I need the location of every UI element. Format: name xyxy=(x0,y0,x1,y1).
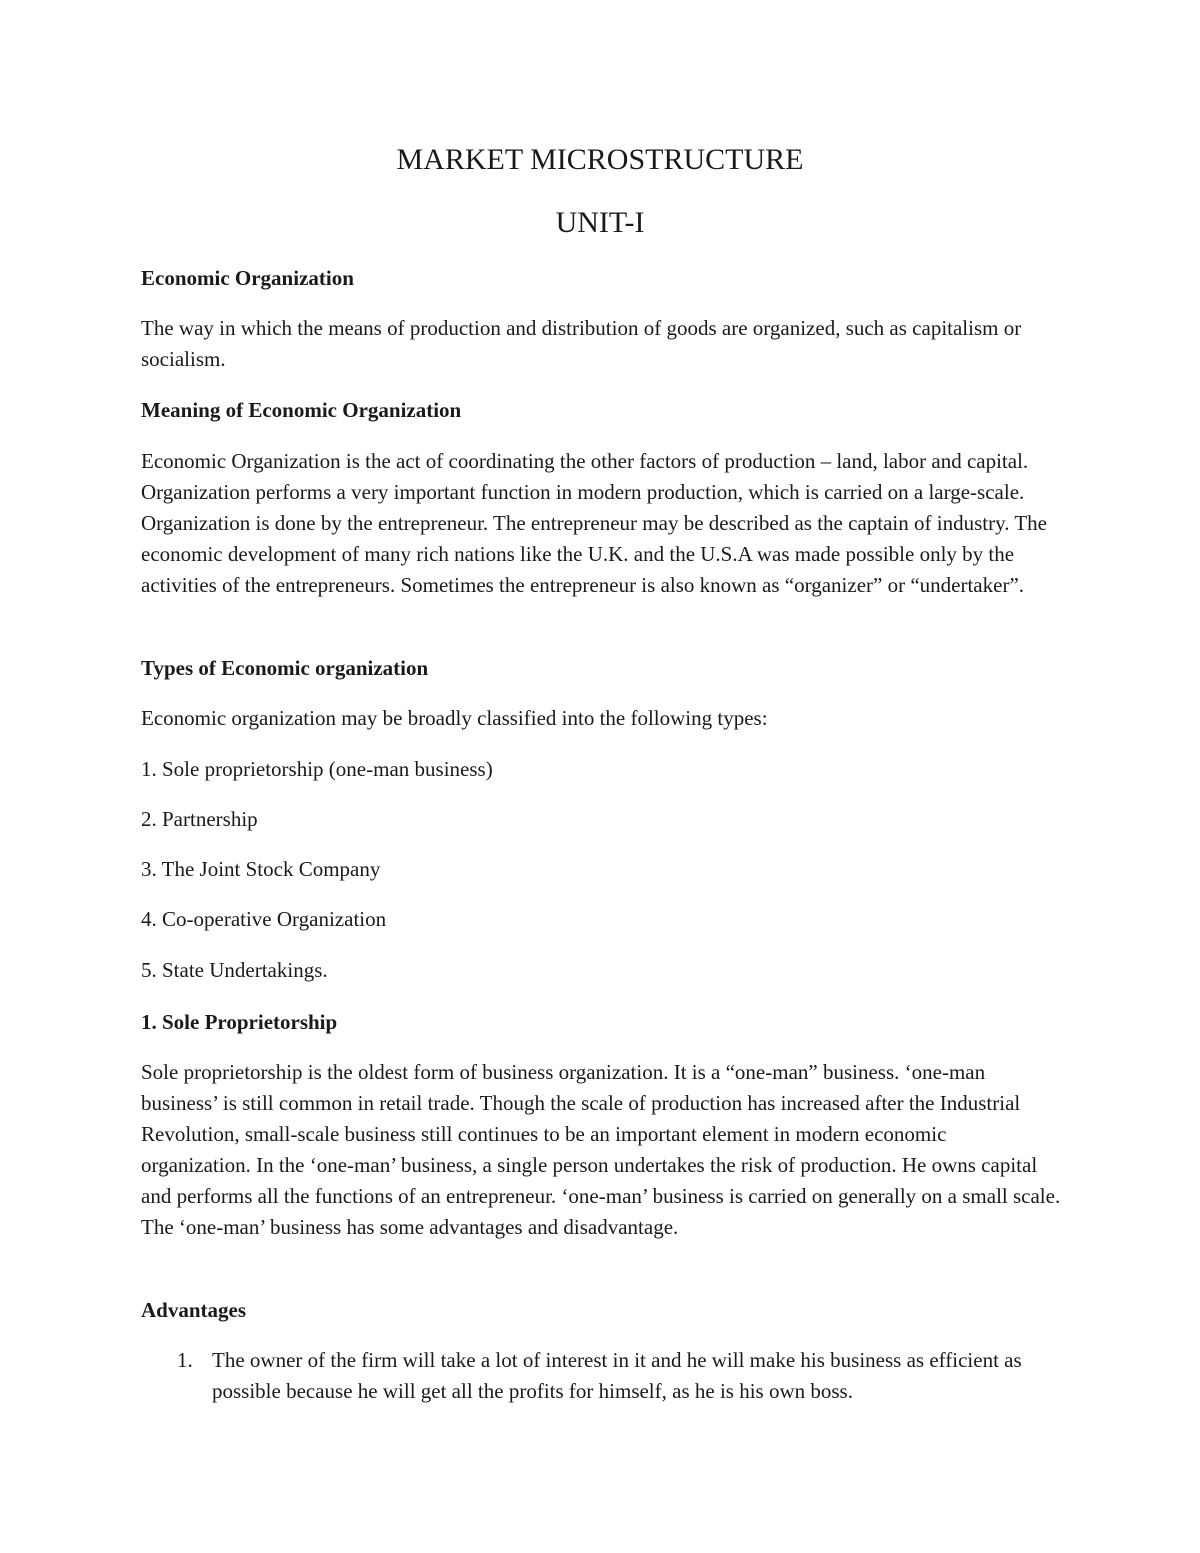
list-item-number: 1. xyxy=(177,1348,193,1372)
types-list-item: 3. The Joint Stock Company xyxy=(141,857,381,881)
types-intro: Economic organization may be broadly classified into the following types: xyxy=(141,706,768,730)
types-list-item: 1. Sole proprietorship (one-man business) xyxy=(141,757,493,781)
section-body-economic-organization: The way in which the means of production and distribution of goods are organized, such as capitalism or socialism. xyxy=(141,316,1022,371)
section-heading-economic-organization: Economic Organization xyxy=(141,266,354,290)
document-subtitle: UNIT-I xyxy=(555,206,645,239)
list-item xyxy=(141,1345,1061,1407)
types-list-item: 4. Co-operative Organization xyxy=(141,907,387,931)
document-title: MARKET MICROSTRUCTURE xyxy=(396,143,804,176)
types-list-item: 5. State Undertakings. xyxy=(141,958,328,982)
section-body-meaning: Economic Organization is the act of coordinating the other factors of production – land, labor and capital. Organization performs a very important function in modern production, which is carried on a large-scale. Organization is done by the entrepreneur. The entrepreneur may be described as the captain of industry. The economic development of many rich nations like the U.K. and the U.S.A was made possible only by the activities of the entrepreneurs. Sometimes the entrepreneur is also known as “organizer” or “undertaker”. xyxy=(141,449,1047,597)
advantages-list xyxy=(141,1345,1061,1407)
section-heading-advantages: Advantages xyxy=(141,1298,247,1322)
list-item-text: The owner of the firm will take a lot of interest in it and he will make his business as efficient as possible because he will get all the profits for himself, as he is his own boss. xyxy=(212,1348,1022,1403)
section-heading-meaning: Meaning of Economic Organization xyxy=(141,398,462,422)
types-list-item: 2. Partnership xyxy=(141,807,258,831)
section-heading-types: Types of Economic organization xyxy=(141,656,429,680)
section-body-sole-proprietorship: Sole proprietorship is the oldest form of business organization. It is a “one-man” business. ‘one-man business’ is still common in retail trade. Though the scale of production has increased after the Industrial Revolution, small-scale business still continues to be an important element in modern economic organization. In the ‘one-man’ business, a single person undertakes the risk of production. He owns capital and performs all the functions of an entrepreneur. ‘one-man’ business is carried on generally on a small scale. The ‘one-man’ business has some advantages and disadvantage. xyxy=(141,1060,1061,1239)
section-heading-sole-proprietorship: 1. Sole Proprietorship xyxy=(141,1010,338,1034)
